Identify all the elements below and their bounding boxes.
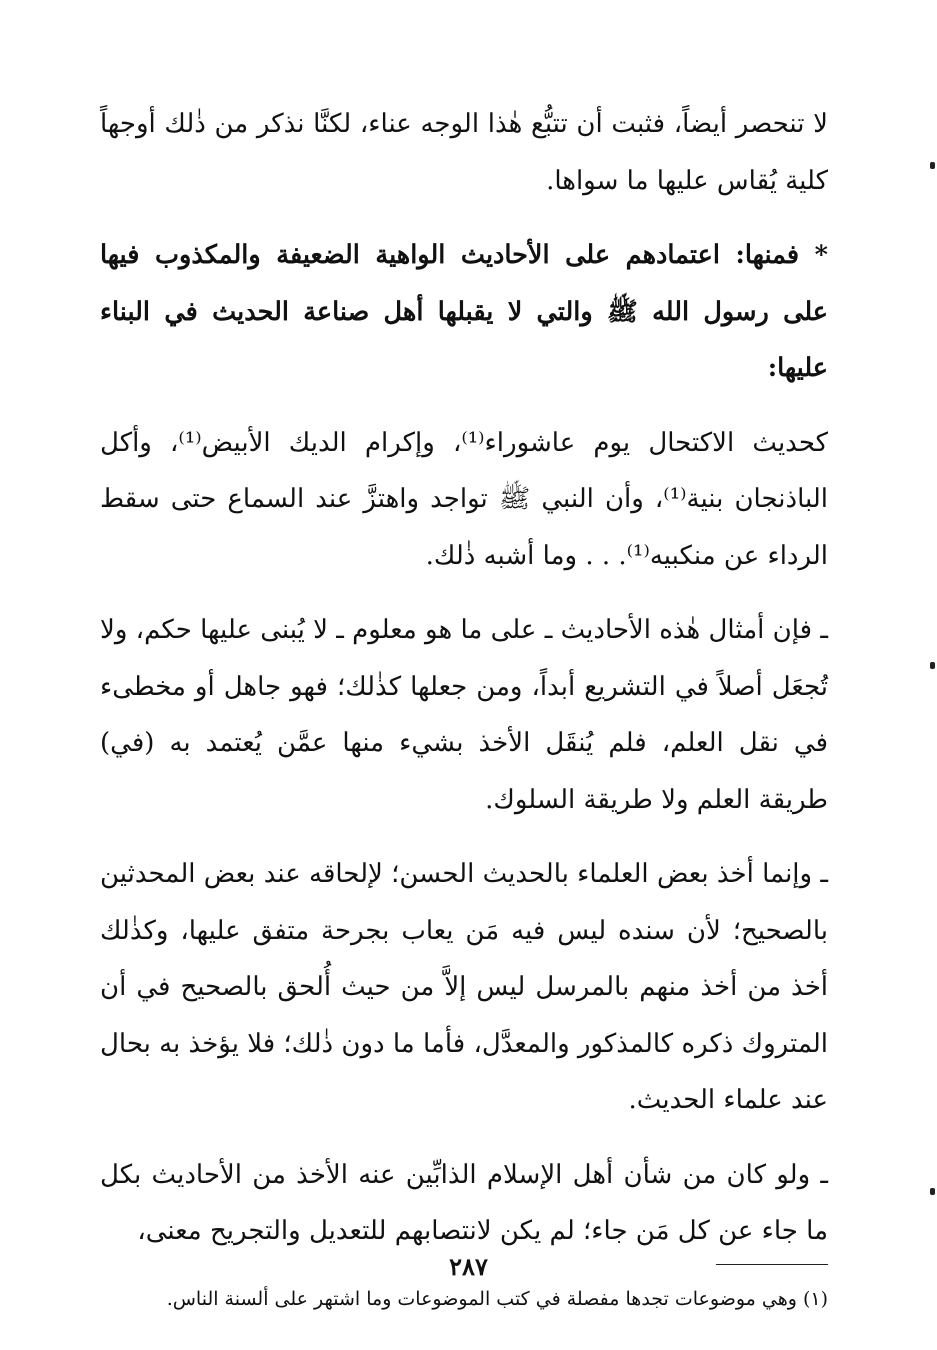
page-body — [100, 96, 828, 1325]
paragraph-1: لا تنحصر أيضاً، فثبت أن تتبُّع هٰذا الوجه عناء، لكنَّا نذكر من ذٰلك أوجهاً كلية يُقاس عليها ما سواها. — [100, 109, 828, 196]
paragraph-6: ـ ولو كان من شأن أهل الإسلام الذابِّين عنه الأخذ من الأحاديث بكل ما جاء عن كل مَن جاء؛ لم يكن لانتصابهم للتعديل والتجريح معنى، — [100, 1159, 828, 1246]
margin-mark — [930, 162, 935, 169]
footnote: (١) وهي موضوعات تجدها مفصلة في كتب الموضوعات وما اشتهر على ألسنة الناس. — [166, 1287, 828, 1310]
margin-mark — [930, 662, 935, 669]
paragraph-heading: * فمنها: اعتمادهم على الأحاديث الواهية الضعيفة والمكذوب فيها على رسول الله ﷺ والتي لا يقبلها أهل صناعة الحديث في البناء عليها: — [100, 240, 828, 383]
paragraph-3: كحديث الاكتحال يوم عاشوراء⁽¹⁾، وإكرام الديك الأبيض⁽¹⁾، وأكل الباذنجان بنية⁽¹⁾، وأن النبي ﷺ تواجد واهتزَّ عند السماع حتى سقط الرداء عن منكبيه⁽¹⁾. . . وما أشبه ذٰلك. — [100, 427, 828, 571]
page-number: ٢٨٧ — [449, 1252, 488, 1281]
margin-mark — [930, 1188, 935, 1195]
paragraph-5: ـ وإنما أخذ بعض العلماء بالحديث الحسن؛ لإلحاقه عند بعض المحدثين بالصحيح؛ لأن سنده ليس فيه مَن يعاب بجرحة متفق عليها، وكذٰلك أخذ من أخذ منهم بالمرسل ليس إلاَّ من حيث أُلحق بالصحيح في أن المتروك ذكره كالمذكور والمعدَّل، فأما ما دون ذٰلك؛ فلا يؤخذ به بحال عند علماء الحديث. — [100, 859, 828, 1115]
paragraph-4: ـ فإن أمثال هٰذه الأحاديث ـ على ما هو معلوم ـ لا يُبنى عليها حكم، ولا تُجعَل أصلاً في التشريع أبداً، ومن جعلها كذٰلك؛ فهو جاهل أو مخطىء في نقل العلم، فلم يُنقَل الأخذ بشيء منها عمَّن يُعتمد به (في) طريقة العلم ولا طريقة السلوك. — [100, 615, 828, 815]
